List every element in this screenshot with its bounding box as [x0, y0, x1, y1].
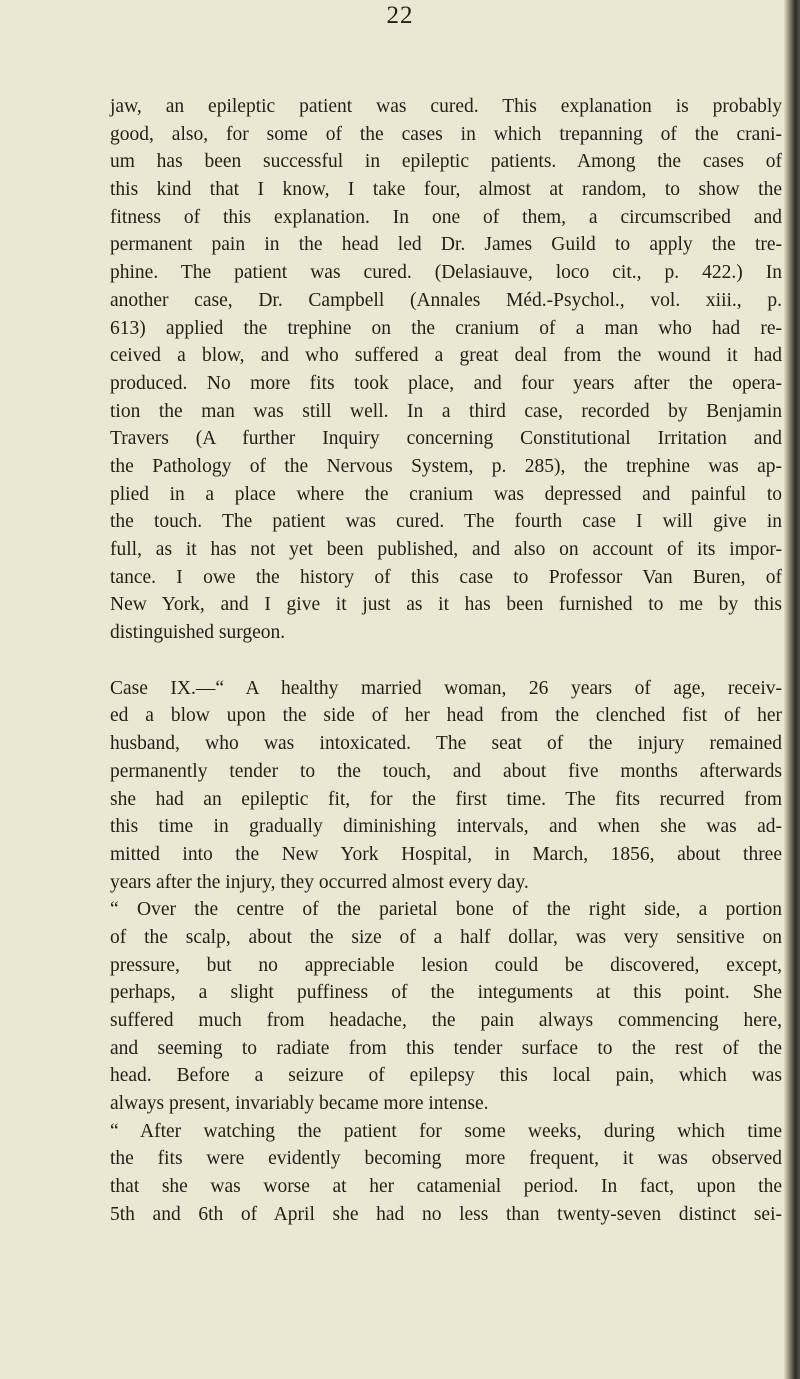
paragraph — [110, 896, 782, 1118]
case-ix-paragraph — [110, 675, 782, 897]
text-line: um has been successful in epileptic patients. Among the cases of — [110, 151, 782, 173]
text-line: Travers (A further Inquiry concerning Constitutional Irritation and — [110, 428, 782, 450]
text-line: permanently tender to the touch, and about five months afterwards — [110, 760, 782, 782]
text-line: 613) applied the trephine on the cranium of a man who had re- — [110, 317, 782, 339]
text-line: pressure, but no appreciable lesion could be discovered, except, — [110, 954, 782, 976]
text-line: tance. I owe the history of this case to Professor Van Buren, of — [110, 566, 782, 588]
text-line: of the scalp, about the size of a half dollar, was very sensitive on — [110, 926, 782, 948]
text-line: suffered much from headache, the pain always commencing here, — [110, 1010, 782, 1031]
text-line: this kind that I know, I take four, almost at random, to show the — [110, 179, 782, 201]
page-number: 22 — [386, 2, 414, 29]
text-line: head. Before a seizure of epilepsy this local pain, which was — [110, 1065, 782, 1087]
text-line: perhaps, a slight puffiness of the integuments at this point. She — [110, 982, 782, 1004]
text-line: this time in gradually diminishing intervals, and when she was ad- — [110, 816, 782, 838]
text-line: jaw, an epileptic patient was cured. This explanation is probably — [110, 96, 782, 117]
text-line: “ Over the centre of the parietal bone of the right side, a portion — [110, 899, 782, 921]
text-line: the fits were evidently becoming more frequent, it was observed — [110, 1148, 782, 1170]
text-line: produced. No more fits took place, and four years after the opera- — [110, 372, 782, 394]
text-line: husband, who was intoxicated. The seat of the injury remained — [110, 733, 782, 755]
text-line: tion the man was still well. In a third case, recorded by Benjamin — [110, 400, 782, 422]
text-line: always present, invariably became more intense. — [110, 1093, 489, 1115]
text-line: good, also, for some of the cases in which trepanning of the crani- — [110, 123, 782, 145]
text-line: ceived a blow, and who suffered a great deal from the wound it had — [110, 345, 782, 367]
text-line: fitness of this explanation. In one of them, a circumscribed and — [110, 206, 782, 228]
text-line: phine. The patient was cured. (Delasiauve, loco cit., p. 422.) In — [110, 262, 782, 284]
text-line: she had an epileptic fit, for the first time. The fits recurred from — [110, 788, 782, 810]
text-line: mitted into the New York Hospital, in March, 1856, about three — [110, 843, 782, 865]
text-line: another case, Dr. Campbell (Annales Méd.-Psychol., vol. xiii., p. — [110, 289, 782, 311]
text-line: 5th and 6th of April she had no less than twenty-seven distinct sei- — [110, 1203, 782, 1225]
text-line: permanent pain in the head led Dr. James Guild to apply the tre- — [110, 234, 782, 256]
text-line: ed a blow upon the side of her head from the clenched fist of her — [110, 705, 782, 727]
page-body — [110, 93, 782, 1229]
paragraph-gap — [110, 647, 782, 675]
text-line: New York, and I give it just as it has been furnished to me by this — [110, 594, 782, 616]
text-line: distinguished surgeon. — [110, 622, 286, 644]
text-line: full, as it has not yet been published, and also on account of its impor- — [110, 539, 782, 560]
paragraph — [110, 93, 782, 647]
page-binding-edge — [784, 0, 800, 1379]
paragraph — [110, 1118, 782, 1229]
text-line: that she was worse at her catamenial period. In fact, upon the — [110, 1176, 782, 1198]
text-line: Case IX.—“ A healthy married woman, 26 years of age, receiv- — [110, 677, 782, 699]
text-line: years after the injury, they occurred almost every day. — [110, 871, 529, 893]
text-line: plied in a place where the cranium was depressed and painful to — [110, 483, 782, 505]
text-line: the touch. The patient was cured. The fourth case I will give in — [110, 511, 782, 533]
text-line: and seeming to radiate from this tender surface to the rest of the — [110, 1037, 782, 1059]
text-line: the Pathology of the Nervous System, p. 285), the trephine was ap- — [110, 455, 782, 477]
text-line: “ After watching the patient for some weeks, during which time — [110, 1120, 782, 1142]
